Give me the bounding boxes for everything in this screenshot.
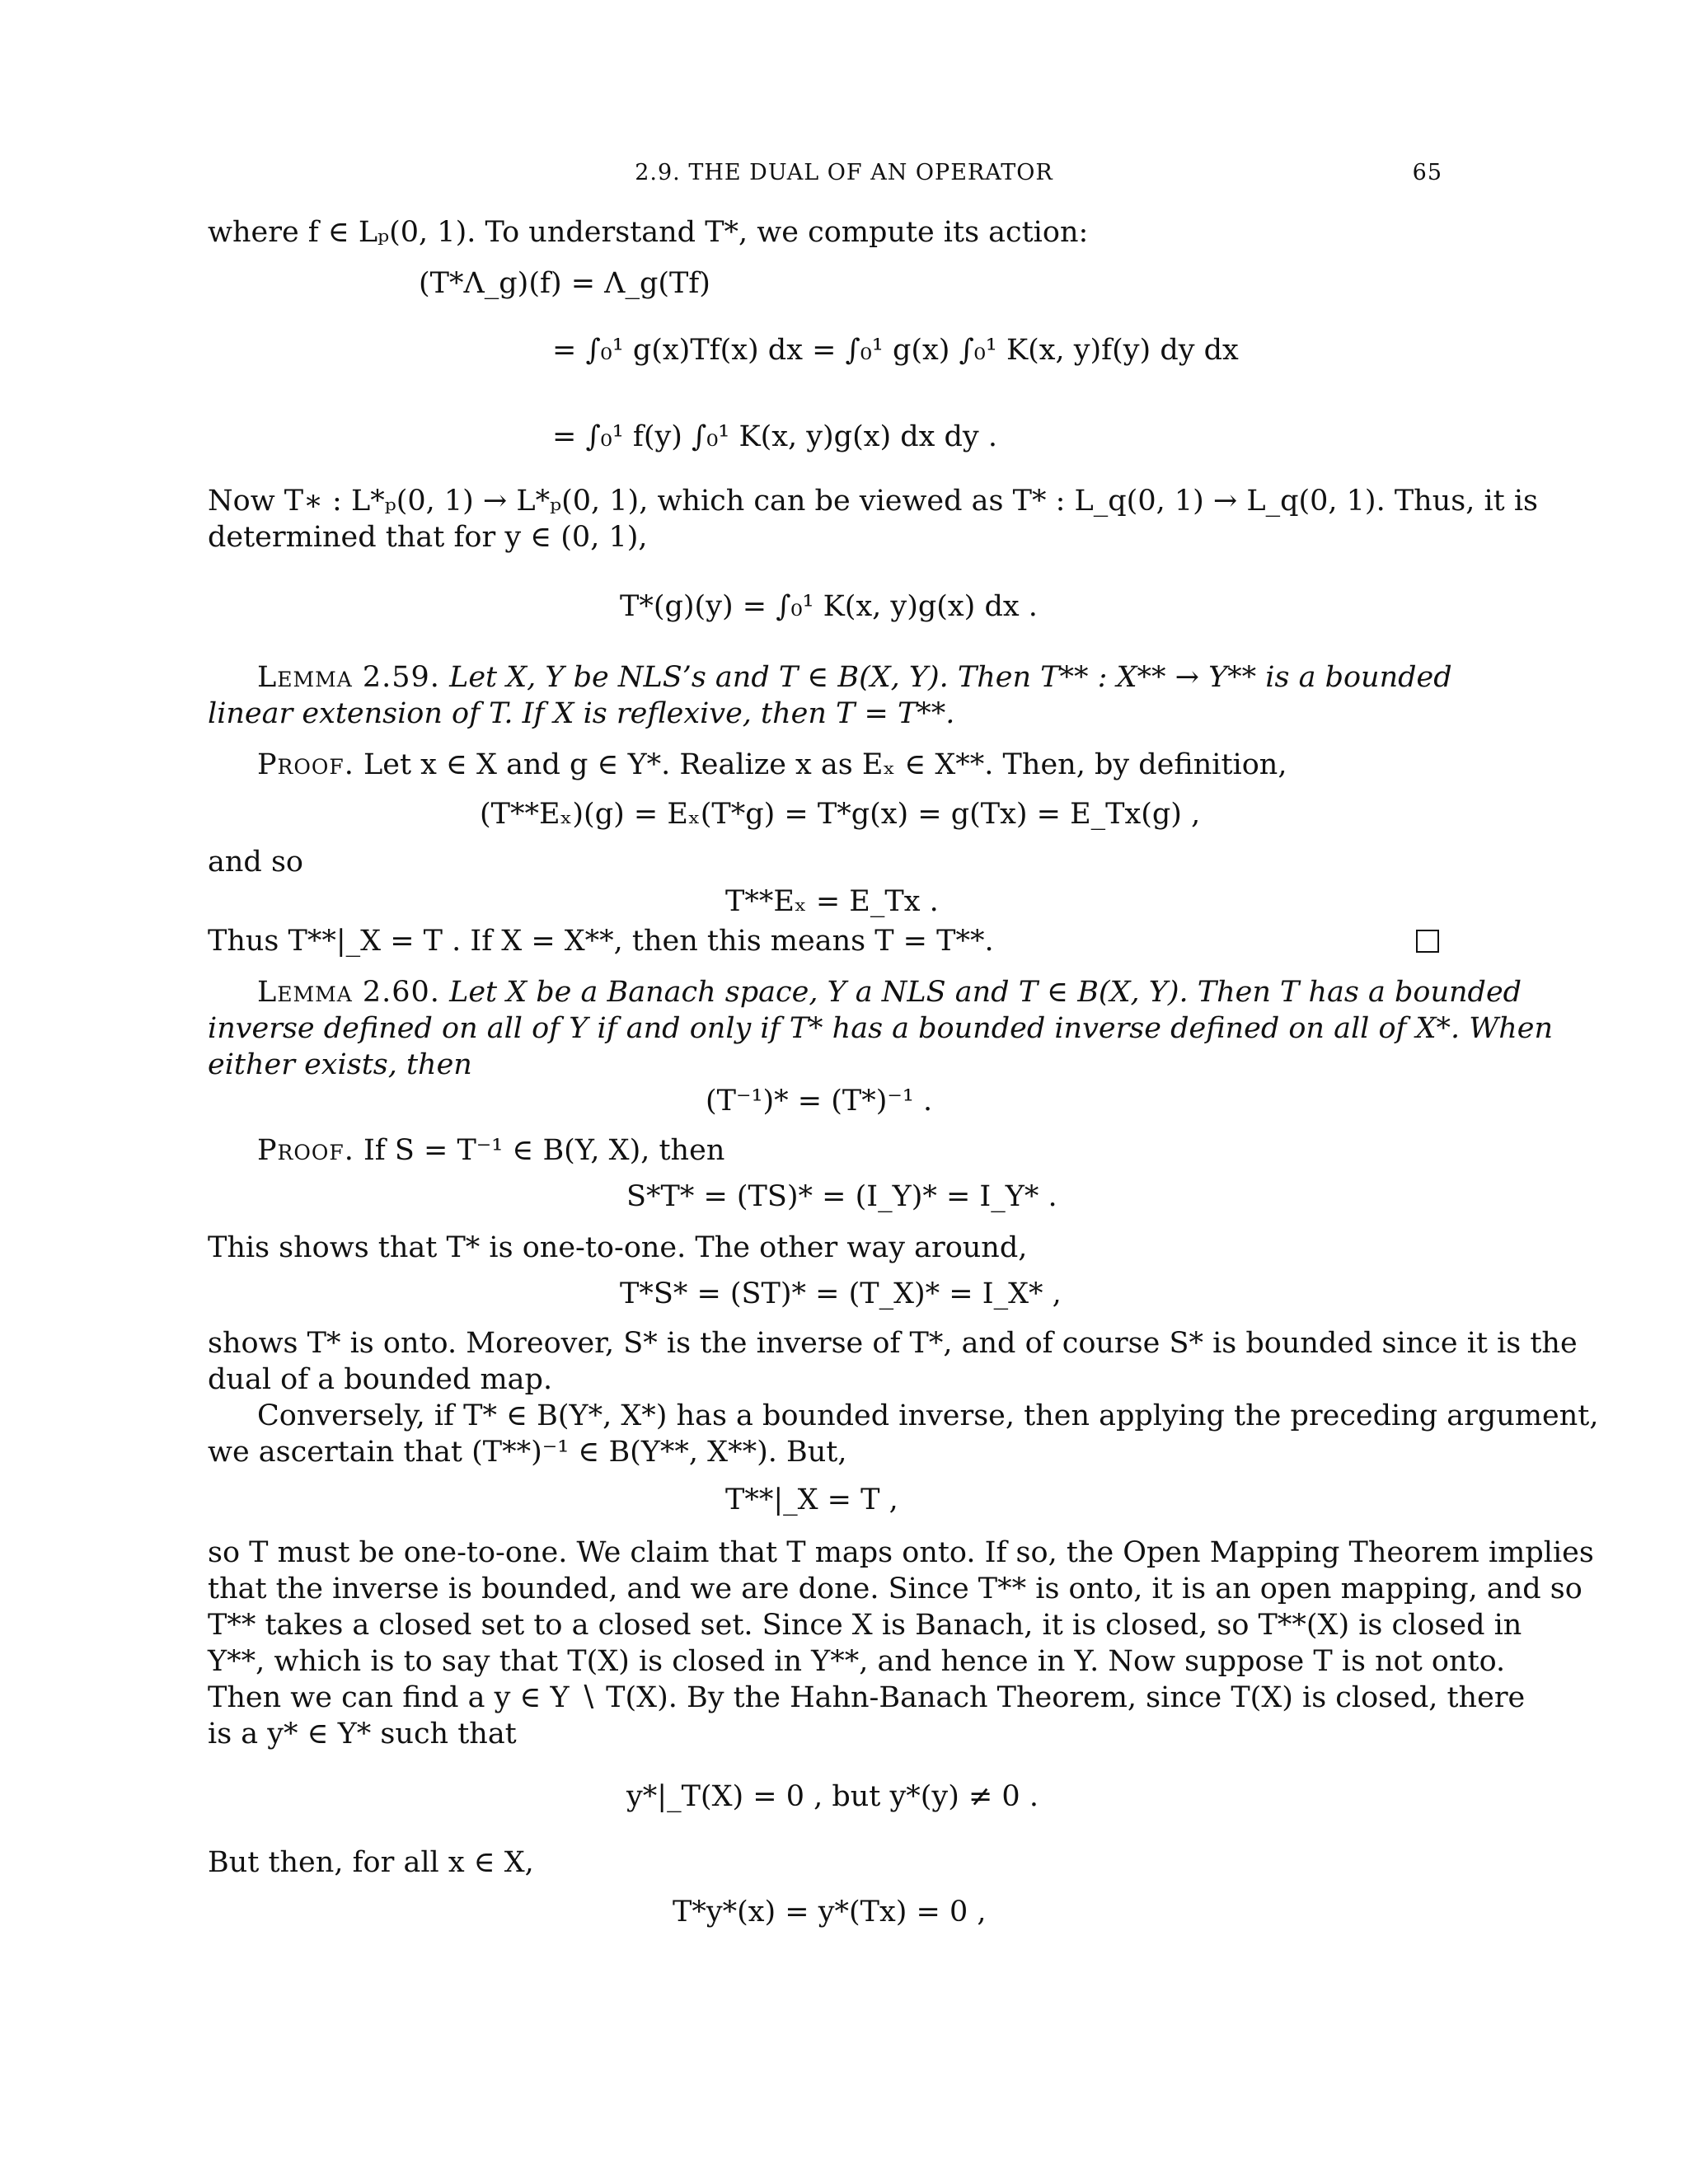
- lemma-text: linear extension of T. If X is reflexive, then T = T**.: [208, 697, 955, 730]
- equation-line: T*S* = (ST)* = (T_X)* = I_X* ,: [620, 1277, 1062, 1310]
- proof-label: Proof.: [257, 748, 354, 781]
- text-line: is a y* ∈ Y* such that: [208, 1718, 517, 1750]
- equation-line: y*|_T(X) = 0 , but y*(y) ≠ 0 .: [626, 1780, 1039, 1813]
- text-line: where f ∈ Lₚ(0, 1). To understand T*, we compute its action:: [208, 216, 1089, 249]
- lemma-text: Let X, Y be NLS’s and T ∈ B(X, Y). Then T** : X** → Y** is a bounded: [449, 661, 1452, 694]
- text-line: But then, for all x ∈ X,: [208, 1846, 534, 1879]
- equation-line: T**Eₓ = E_Tx .: [725, 885, 939, 918]
- page-number: 65: [1412, 160, 1442, 185]
- running-header: 2.9. THE DUAL OF AN OPERATOR: [635, 160, 1053, 185]
- proof-line: [208, 1134, 1439, 1167]
- text-line: Conversely, if T* ∈ B(Y*, X*) has a bounded inverse, then applying the preceding argument,: [257, 1399, 1599, 1432]
- text-line: Thus T**|_X = T . If X = X**, then this means T = T**.: [208, 925, 994, 958]
- text-line: we ascertain that (T**)⁻¹ ∈ B(Y**, X**). But,: [208, 1436, 847, 1469]
- text-line: determined that for y ∈ (0, 1),: [208, 521, 648, 554]
- lemma-statement: [208, 976, 1522, 1009]
- text-line: T** takes a closed set to a closed set. Since X is Banach, it is closed, so T**(X) is closed in: [208, 1609, 1522, 1642]
- equation-line: = ∫₀¹ g(x)Tf(x) dx = ∫₀¹ g(x) ∫₀¹ K(x, y)f(y) dy dx: [552, 334, 1239, 367]
- equation-line: T**|_X = T ,: [725, 1483, 898, 1516]
- proof-text: If S = T⁻¹ ∈ B(Y, X), then: [363, 1134, 725, 1167]
- lemma-text: Let X be a Banach space, Y a NLS and T ∈ B(X, Y). Then T has a bounded: [449, 976, 1522, 1009]
- proof-line: [208, 748, 1439, 781]
- text-line: Now T∗ : L*ₚ(0, 1) → L*ₚ(0, 1), which can be viewed as T* : L_q(0, 1) → L_q(0, 1). Thus, it is: [208, 485, 1539, 518]
- text-line: so T must be one-to-one. We claim that T maps onto. If so, the Open Mapping Theorem implies: [208, 1536, 1594, 1569]
- lemma-label: Lemma 2.59.: [257, 661, 440, 694]
- lemma-text: inverse defined on all of Y if and only if T* has a bounded inverse defined on all of X*. When: [208, 1012, 1554, 1045]
- qed-symbol: [1416, 930, 1439, 953]
- equation-line: S*T* = (TS)* = (I_Y)* = I_Y* .: [626, 1180, 1057, 1213]
- equation-line: T*y*(x) = y*(Tx) = 0 ,: [673, 1896, 987, 1929]
- text-line: Then we can find a y ∈ Y ∖ T(X). By the Hahn-Banach Theorem, since T(X) is closed, there: [208, 1681, 1526, 1714]
- text-line: Y**, which is to say that T(X) is closed in Y**, and hence in Y. Now suppose T is not onto.: [208, 1645, 1506, 1678]
- equation-line: (T⁻¹)* = (T*)⁻¹ .: [706, 1085, 933, 1118]
- lemma-label: Lemma 2.60.: [257, 976, 440, 1009]
- equation-line: T*(g)(y) = ∫₀¹ K(x, y)g(x) dx .: [620, 590, 1038, 623]
- equation-line: = ∫₀¹ f(y) ∫₀¹ K(x, y)g(x) dx dy .: [552, 420, 997, 453]
- text-line: shows T* is onto. Moreover, S* is the inverse of T*, and of course S* is bounded since it is the: [208, 1327, 1578, 1360]
- equation-line: (T**Eₓ)(g) = Eₓ(T*g) = T*g(x) = g(Tx) = E_Tx(g) ,: [480, 798, 1201, 831]
- equation-line: (T*Λ_g)(f) = Λ_g(Tf): [419, 267, 710, 300]
- text-line: that the inverse is bounded, and we are done. Since T** is onto, it is an open mapping, and so: [208, 1572, 1582, 1605]
- text-line: and so: [208, 846, 303, 879]
- lemma-statement: [208, 661, 1452, 694]
- text-line: This shows that T* is one-to-one. The other way around,: [208, 1231, 1028, 1264]
- proof-label: Proof.: [257, 1134, 354, 1167]
- proof-text: Let x ∈ X and g ∈ Y*. Realize x as Eₓ ∈ X**. Then, by definition,: [363, 748, 1287, 781]
- text-line: dual of a bounded map.: [208, 1363, 553, 1396]
- lemma-text: either exists, then: [208, 1048, 472, 1081]
